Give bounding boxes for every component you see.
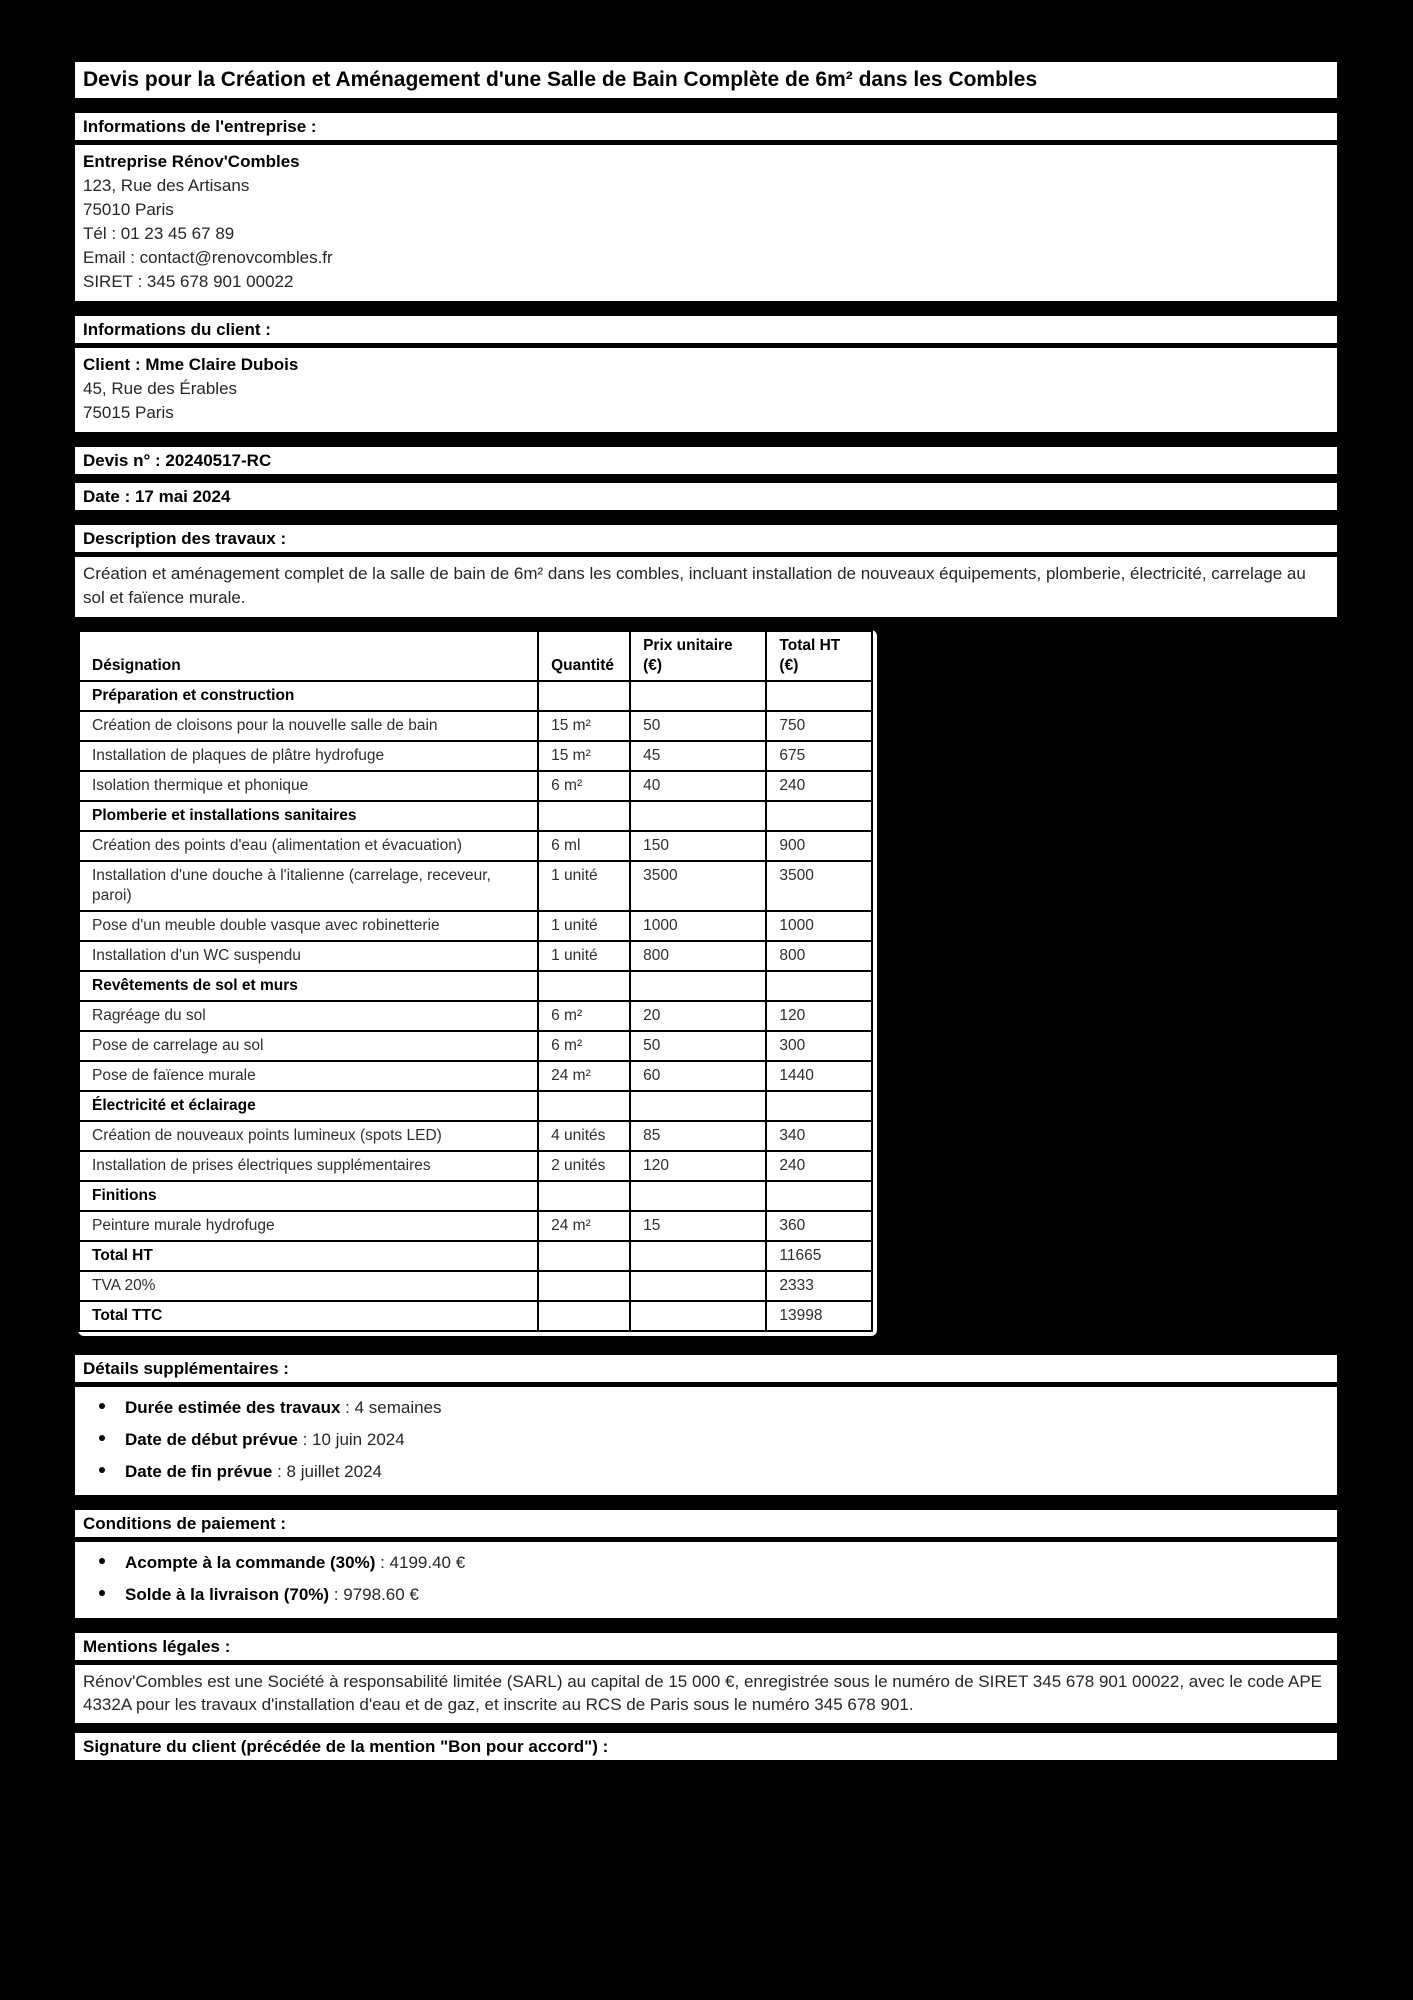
bullet-label: Solde à la livraison (70%): [125, 1585, 330, 1604]
column-header-unit-price: Prix unitaire (€): [630, 631, 766, 681]
column-header-total: Total HT (€): [766, 631, 872, 681]
table-row-item: [79, 711, 872, 741]
bullet-value: : 9798.60 €: [329, 1585, 419, 1604]
bullet-list-item: [83, 1392, 1329, 1424]
bullet-dot-icon: [99, 1435, 105, 1441]
cell-designation: Peinture murale hydrofuge: [79, 1211, 538, 1241]
cell-unit_price: 85: [630, 1121, 766, 1151]
cell-unit_price: 120: [630, 1151, 766, 1181]
company-info-line: 123, Rue des Artisans: [83, 176, 250, 195]
table-row-item: [79, 1001, 872, 1031]
cell-quantity: [538, 801, 630, 831]
bullet-dot-icon: [99, 1558, 105, 1564]
cell-unit_price: 20: [630, 1001, 766, 1031]
table-row-section: [79, 1091, 872, 1121]
description-text: Création et aménagement complet de la salle de bain de 6m² dans les combles, incluant installation de nouveaux équipements, plomberie, électricité, carrelage au sol et faïence murale.: [75, 557, 1337, 617]
cell-quantity: [538, 1091, 630, 1121]
bullet-list-item: [83, 1579, 1329, 1611]
company-info-line: 75010 Paris: [83, 200, 174, 219]
company-info-block: [75, 145, 1337, 301]
bullet-value: : 4199.40 €: [375, 1553, 466, 1572]
bullet-value: : 10 juin 2024: [297, 1430, 405, 1449]
table-row-total: [79, 1301, 872, 1331]
table-row-total: [79, 1241, 872, 1271]
details-section-heading: Détails supplémentaires :: [75, 1355, 1337, 1382]
cell-unit_price: 1000: [630, 911, 766, 941]
table-row-item: [79, 1211, 872, 1241]
cell-designation: Installation de plaques de plâtre hydrofuge: [79, 741, 538, 771]
cell-quantity: [538, 1181, 630, 1211]
cell-total: 800: [766, 941, 872, 971]
table-row-tva: [79, 1271, 872, 1301]
company-info-line: Entreprise Rénov'Combles: [83, 152, 300, 171]
company-info-line: SIRET : 345 678 901 00022: [83, 272, 294, 291]
cell-designation: Pose de carrelage au sol: [79, 1031, 538, 1061]
details-list: [75, 1387, 1337, 1495]
cell-designation: Revêtements de sol et murs: [79, 971, 538, 1001]
cell-designation: Plomberie et installations sanitaires: [79, 801, 538, 831]
cell-unit_price: [630, 1241, 766, 1271]
cell-total: 2333: [766, 1271, 872, 1301]
bullet-dot-icon: [99, 1403, 105, 1409]
cell-unit_price: 45: [630, 741, 766, 771]
table-row-item: [79, 911, 872, 941]
quote-date-bar: Date : 17 mai 2024: [75, 483, 1337, 510]
cell-total: 340: [766, 1121, 872, 1151]
cell-quantity: 24 m²: [538, 1211, 630, 1241]
cell-total: [766, 801, 872, 831]
cell-quantity: [538, 1301, 630, 1331]
page-title: Devis pour la Création et Aménagement d'une Salle de Bain Complète de 6m² dans les Combles: [75, 62, 1337, 98]
cell-unit_price: [630, 801, 766, 831]
cell-quantity: 15 m²: [538, 711, 630, 741]
table-row-item: [79, 1031, 872, 1061]
payment-section-heading: Conditions de paiement :: [75, 1510, 1337, 1537]
cell-total: [766, 1091, 872, 1121]
bullet-list-item: [83, 1547, 1329, 1579]
bullet-value: : 4 semaines: [340, 1398, 442, 1417]
signature-section-heading: Signature du client (précédée de la mention "Bon pour accord") :: [75, 1733, 1337, 1760]
cell-total: 1440: [766, 1061, 872, 1091]
quote-document: [75, 0, 1337, 1760]
cell-quantity: 24 m²: [538, 1061, 630, 1091]
cell-designation: Création des points d'eau (alimentation et évacuation): [79, 831, 538, 861]
cell-designation: Installation d'un WC suspendu: [79, 941, 538, 971]
cell-designation: Pose de faïence murale: [79, 1061, 538, 1091]
cell-quantity: 1 unité: [538, 941, 630, 971]
cell-total: [766, 1181, 872, 1211]
cell-designation: Installation de prises électriques supplémentaires: [79, 1151, 538, 1181]
client-info-block: [75, 348, 1337, 432]
cell-quantity: 6 m²: [538, 1031, 630, 1061]
cell-unit_price: 150: [630, 831, 766, 861]
cell-unit_price: 3500: [630, 861, 766, 911]
cell-total: 11665: [766, 1241, 872, 1271]
legal-section-heading: Mentions légales :: [75, 1633, 1337, 1660]
cell-designation: Création de cloisons pour la nouvelle salle de bain: [79, 711, 538, 741]
company-info-line: Tél : 01 23 45 67 89: [83, 224, 235, 243]
cell-total: [766, 971, 872, 1001]
cell-unit_price: 15: [630, 1211, 766, 1241]
cell-designation: Total HT: [79, 1241, 538, 1271]
cell-total: 900: [766, 831, 872, 861]
cell-total: 675: [766, 741, 872, 771]
cell-total: 3500: [766, 861, 872, 911]
cell-quantity: 6 m²: [538, 1001, 630, 1031]
cell-unit_price: 50: [630, 711, 766, 741]
bullet-dot-icon: [99, 1590, 105, 1596]
cell-quantity: [538, 971, 630, 1001]
table-row-item: [79, 1151, 872, 1181]
column-header-quantity: Quantité: [538, 631, 630, 681]
cell-quantity: [538, 1271, 630, 1301]
table-row-item: [79, 741, 872, 771]
cell-unit_price: [630, 1181, 766, 1211]
bullet-label: Acompte à la commande (30%): [125, 1553, 376, 1572]
cell-total: 240: [766, 771, 872, 801]
cell-unit_price: 40: [630, 771, 766, 801]
cell-designation: Création de nouveaux points lumineux (spots LED): [79, 1121, 538, 1151]
cell-quantity: 4 unités: [538, 1121, 630, 1151]
cell-unit_price: [630, 971, 766, 1001]
bullet-label: Durée estimée des travaux: [125, 1398, 341, 1417]
table-row-item: [79, 1121, 872, 1151]
cell-quantity: 2 unités: [538, 1151, 630, 1181]
cell-quantity: 1 unité: [538, 861, 630, 911]
cell-total: 13998: [766, 1301, 872, 1331]
items-table-container: [75, 627, 880, 1339]
payment-list: [75, 1542, 1337, 1618]
cell-unit_price: [630, 681, 766, 711]
table-row-section: [79, 801, 872, 831]
legal-text: Rénov'Combles est une Société à responsabilité limitée (SARL) au capital de 15 000 €, enregistrée sous le numéro de SIRET 345 678 901 00022, avec le code APE 4332A pour les travaux d'installation d'eau et de gaz, et inscrite au RCS de Paris sous le numéro 345 678 901.: [75, 1665, 1337, 1723]
cell-unit_price: [630, 1301, 766, 1331]
cell-quantity: 1 unité: [538, 911, 630, 941]
cell-designation: Ragréage du sol: [79, 1001, 538, 1031]
quote-number-bar: Devis n° : 20240517-RC: [75, 447, 1337, 474]
client-info-line: 45, Rue des Érables: [83, 379, 238, 398]
cell-designation: Isolation thermique et phonique: [79, 771, 538, 801]
cell-unit_price: 60: [630, 1061, 766, 1091]
cell-unit_price: [630, 1091, 766, 1121]
cell-total: 1000: [766, 911, 872, 941]
cell-designation: Finitions: [79, 1181, 538, 1211]
items-table: [78, 630, 873, 1332]
bullet-list-item: [83, 1456, 1329, 1488]
table-row-item: [79, 831, 872, 861]
table-row-item: [79, 771, 872, 801]
table-row-item: [79, 861, 872, 911]
cell-designation: Pose d'un meuble double vasque avec robinetterie: [79, 911, 538, 941]
cell-designation: Installation d'une douche à l'italienne (carrelage, receveur, paroi): [79, 861, 538, 911]
cell-unit_price: 800: [630, 941, 766, 971]
cell-total: 750: [766, 711, 872, 741]
cell-unit_price: 50: [630, 1031, 766, 1061]
cell-total: 360: [766, 1211, 872, 1241]
column-header-designation: Désignation: [79, 631, 538, 681]
cell-quantity: [538, 681, 630, 711]
company-section-heading: Informations de l'entreprise :: [75, 113, 1337, 140]
bullet-label: Date de fin prévue: [125, 1462, 273, 1481]
cell-designation: Préparation et construction: [79, 681, 538, 711]
cell-designation: Total TTC: [79, 1301, 538, 1331]
bullet-list-item: [83, 1424, 1329, 1456]
cell-total: 240: [766, 1151, 872, 1181]
client-section-heading: Informations du client :: [75, 316, 1337, 343]
client-info-line: Client : Mme Claire Dubois: [83, 355, 299, 374]
cell-quantity: 6 ml: [538, 831, 630, 861]
table-row-section: [79, 971, 872, 1001]
cell-total: 300: [766, 1031, 872, 1061]
bullet-value: : 8 juillet 2024: [272, 1462, 383, 1481]
table-row-item: [79, 1061, 872, 1091]
bullet-dot-icon: [99, 1467, 105, 1473]
table-row-section: [79, 681, 872, 711]
cell-total: 120: [766, 1001, 872, 1031]
client-info-line: 75015 Paris: [83, 403, 174, 422]
cell-designation: TVA 20%: [79, 1271, 538, 1301]
table-row-section: [79, 1181, 872, 1211]
cell-total: [766, 681, 872, 711]
cell-quantity: [538, 1241, 630, 1271]
table-row-item: [79, 941, 872, 971]
cell-quantity: 15 m²: [538, 741, 630, 771]
cell-unit_price: [630, 1271, 766, 1301]
bullet-label: Date de début prévue: [125, 1430, 298, 1449]
cell-quantity: 6 m²: [538, 771, 630, 801]
description-section-heading: Description des travaux :: [75, 525, 1337, 552]
cell-designation: Électricité et éclairage: [79, 1091, 538, 1121]
company-info-line: Email : contact@renovcombles.fr: [83, 248, 333, 267]
table-header-row: [79, 631, 872, 681]
